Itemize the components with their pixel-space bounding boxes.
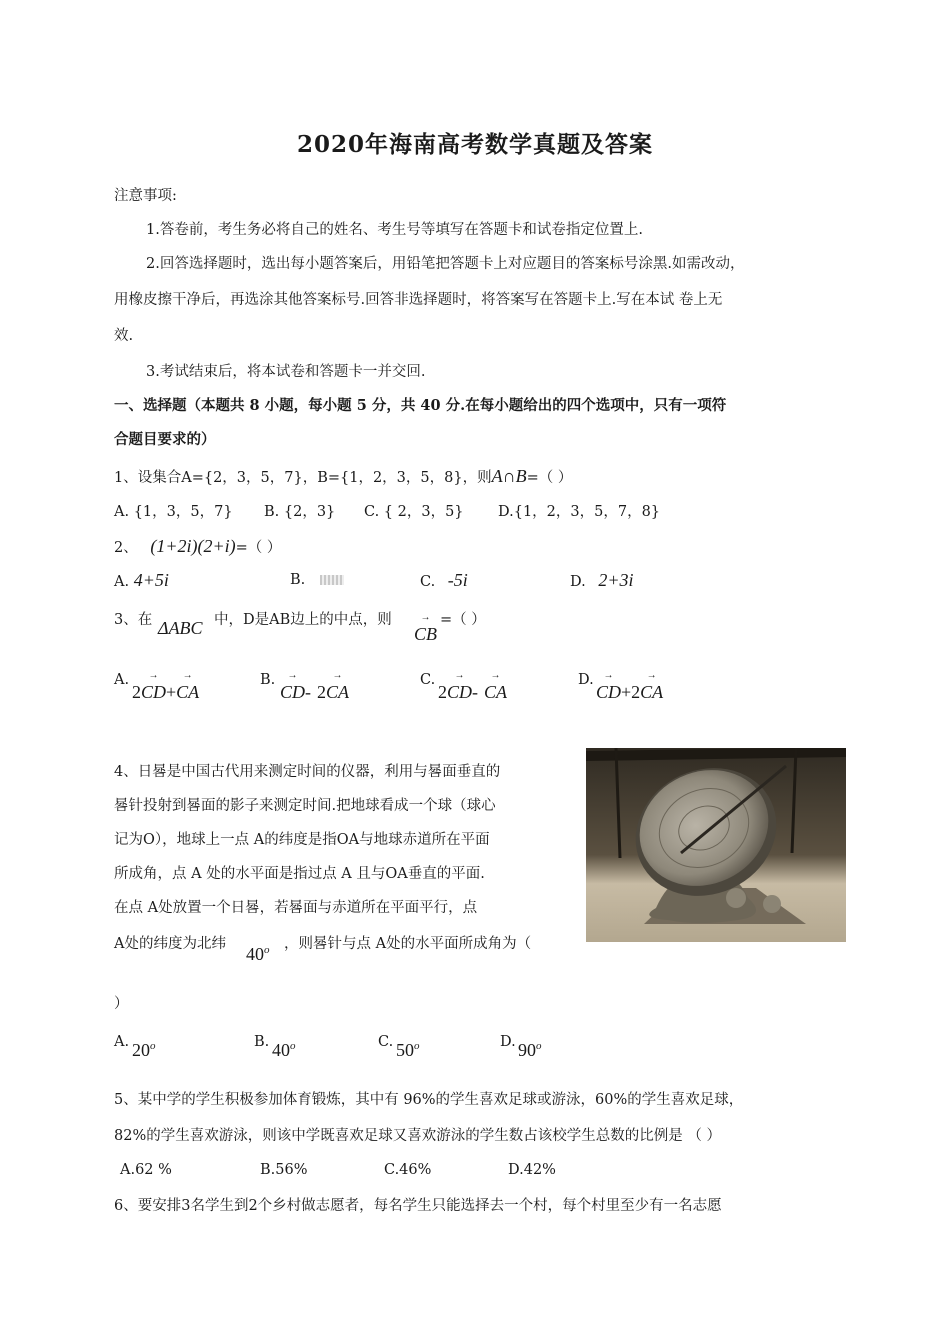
q2-expression: (1+2i)(2+i) — [150, 536, 236, 556]
q5-option-a: A.62 % — [120, 1162, 172, 1178]
q5-line-1: 5、某中学的学生积极参加体育锻炼，其中有 96%的学生喜欢足球或游泳，60%的学生喜欢足球， — [114, 1092, 744, 1108]
sundial-photo — [586, 748, 846, 942]
q3-d-vector-cd: → CD — [596, 682, 621, 703]
q2-option-a-value: 4+5i — [133, 570, 169, 590]
q3-option-a-expression — [132, 682, 199, 703]
q4-line-6-pre: A处的纬度为北纬 — [114, 936, 226, 952]
q1-stem-tail: =（ ） — [526, 470, 573, 486]
q2-option-c — [420, 570, 468, 592]
q4-option-d-degree: o — [536, 1040, 542, 1052]
question-1-stem — [114, 466, 572, 488]
q2-option-c-value: -5i — [447, 570, 468, 590]
q4-option-a-value — [132, 1040, 156, 1061]
q4-option-c-value — [396, 1040, 420, 1061]
q4-line-4: 所成角，点 A 处的水平面是指过点 A 且与OA垂直的平面. — [114, 866, 485, 882]
q2-option-d — [570, 570, 633, 592]
q3-option-a-label: A. — [114, 672, 130, 688]
q3-option-c-expression — [438, 682, 507, 703]
q3-option-b-expression — [280, 682, 349, 703]
q1-option-c: C. { 2，3，5} — [364, 504, 464, 520]
q3-d-vector-ca: → CA — [640, 682, 663, 703]
q2-option-c-label: C. — [420, 574, 436, 590]
q5-option-b: B.56% — [260, 1162, 308, 1178]
q3-a-vector-ca: → CA — [176, 682, 199, 703]
q4-line-1: 4、日晷是中国古代用来测定时间的仪器，利用与晷面垂直的 — [114, 764, 501, 780]
q3-b-minus: - — [305, 682, 312, 702]
q2-option-b-label: B. — [290, 572, 306, 588]
q5-option-c: C.46% — [384, 1162, 432, 1178]
q4-line-2: 晷针投射到晷面的影子来测定时间.把地球看成一个球（球心 — [114, 798, 496, 814]
q4-option-b-label: B. — [254, 1034, 270, 1050]
q4-option-b-value — [272, 1040, 296, 1061]
q3-stem-middle: 中，D是AB边上的中点，则 — [214, 612, 392, 628]
notice-item-2-line-2: 用橡皮擦干净后，再选涂其他答案标号.回答非选择题时，将答案写在答题卡上.写在本试 卷上无 — [114, 292, 723, 308]
q3-b-vector-cd: → CD — [280, 682, 305, 703]
q3-b-coefficient: 2 — [317, 682, 327, 702]
q3-c-vector-ca: → CA — [484, 682, 507, 703]
q4-degree-sign: o — [264, 944, 270, 956]
q1-expression: A∩B — [491, 466, 527, 486]
q4-option-a-label: A. — [114, 1034, 130, 1050]
q4-line-5: 在点 A处放置一个日晷，若晷面与赤道所在平面平行，点 — [114, 900, 478, 916]
q3-c-vector-cd: → CD — [447, 682, 472, 703]
q5-option-d: D.42% — [508, 1162, 556, 1178]
q2-option-d-label: D. — [570, 574, 586, 590]
section-heading-line-2: 合题目要求的） — [114, 431, 216, 448]
q1-stem-text: 1、设集合A={2，3，5，7}，B={1，2，3，5，8}，则 — [114, 470, 492, 486]
q1-option-b: B. {2，3} — [264, 504, 336, 520]
q3-option-d-expression — [596, 682, 663, 703]
q4-option-a-number: 20 — [132, 1040, 150, 1060]
q4-option-d-number: 90 — [518, 1040, 536, 1060]
q4-line-6-post: ，则晷针与点 A处的水平面所成角为（ — [284, 936, 532, 952]
q3-option-c-label: C. — [420, 672, 436, 688]
section-heading-line-1: 一、选择题（本题共 8 小题，每小题 5 分，共 40 分.在每小题给出的四个选项中，只有一项符 — [114, 397, 727, 414]
q5-line-2: 82%的学生喜欢游泳，则该中学既喜欢足球又喜欢游泳的学生数占该校学生总数的比例是 （ ） — [114, 1128, 721, 1144]
q3-b-vector-ca: → CA — [326, 682, 349, 703]
q3-a-vector-cd: → CD — [141, 682, 166, 703]
q6-line-1: 6、要安排3名学生到2个乡村做志愿者，每名学生只能选择去一个村，每个村里至少有一名志愿 — [114, 1198, 722, 1214]
q2-option-a-label: A. — [114, 574, 130, 590]
q4-option-a-degree: o — [150, 1040, 156, 1052]
page-title: 2020年海南高考数学真题及答案 — [296, 131, 653, 158]
q4-option-b-number: 40 — [272, 1040, 290, 1060]
q3-d-coefficient: 2 — [631, 682, 641, 702]
q2-number: 2、 — [114, 540, 138, 556]
q4-line-3: 记为O），地球上一点 A的纬度是指OA与地球赤道所在平面 — [114, 832, 490, 848]
notice-heading: 注意事项: — [114, 188, 177, 204]
q4-option-d-label: D. — [500, 1034, 516, 1050]
q4-option-c-number: 50 — [396, 1040, 414, 1060]
q3-stem-number: 3、在 — [114, 612, 153, 628]
q2-option-a — [114, 570, 169, 592]
q3-c-minus: - — [472, 682, 479, 702]
q4-option-d-value — [518, 1040, 542, 1061]
q4-option-b-degree: o — [290, 1040, 296, 1052]
q4-option-c-label: C. — [378, 1034, 394, 1050]
q2-option-d-value: 2+3i — [598, 570, 634, 590]
q3-option-b-label: B. — [260, 672, 276, 688]
q2-option-b — [290, 570, 344, 590]
q1-option-d: D.{1，2，3，5，7，8} — [498, 504, 661, 520]
notice-item-2-line-1: 2.回答选择题时，选出每小题答案后，用铅笔把答题卡上对应题目的答案标号涂黑.如需改动， — [146, 256, 745, 272]
q3-a-plus: + — [166, 682, 177, 702]
q3-d-plus: + — [621, 682, 632, 702]
q3-option-d-label: D. — [578, 672, 594, 688]
q3-vector-cb — [414, 624, 437, 645]
q3-stem-tail: =（ ） — [440, 612, 486, 628]
notice-item-3: 3.考试结束后，将本试卷和答题卡一并交回. — [146, 364, 426, 380]
q3-c-coefficient: 2 — [438, 682, 447, 702]
q4-latitude-angle — [246, 944, 270, 965]
q4-latitude-value: 40 — [246, 944, 264, 964]
notice-item-2-line-3: 效. — [114, 328, 134, 344]
notice-item-1: 1.答卷前，考生务必将自己的姓名、考生号等填写在答题卡和试卷指定位置上. — [146, 222, 643, 238]
q3-a-coefficient: 2 — [132, 682, 141, 702]
q1-option-a: A. {1，3，5，7} — [114, 504, 233, 520]
q3-vector-cb-label: → CB — [414, 624, 437, 645]
q3-triangle: ΔABC — [158, 618, 203, 638]
q2-stem-tail: =（ ） — [235, 540, 282, 556]
q4-option-c-degree: o — [414, 1040, 420, 1052]
q2-option-b-blurred-image — [320, 575, 344, 585]
question-2-stem — [114, 536, 281, 558]
q4-line-7: ） — [114, 996, 129, 1012]
